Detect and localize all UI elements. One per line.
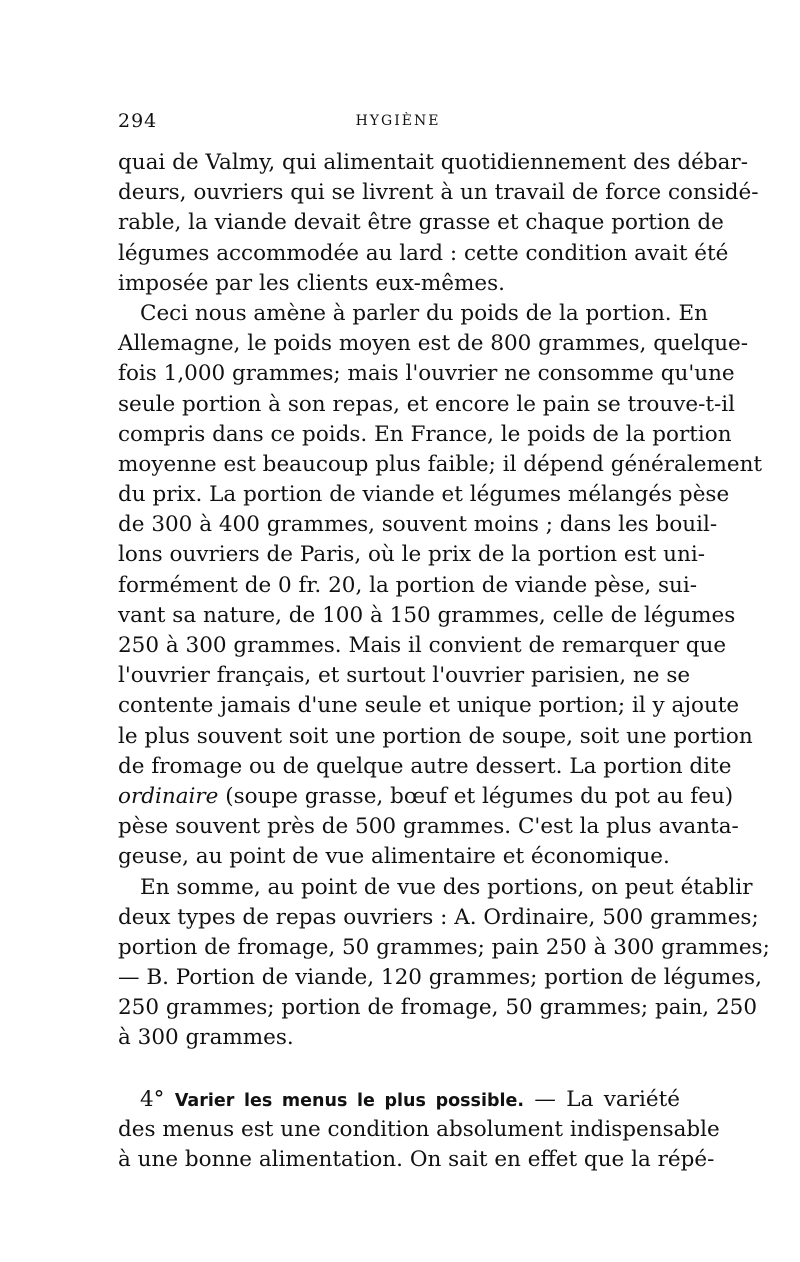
text-line: à une bonne alimentation. On sait en effet que la répé- <box>118 1147 715 1172</box>
text-line: des menus est une condition absolument indispensable <box>118 1116 720 1142</box>
text-line: le plus souvent soit une portion de soupe, soit une portion <box>118 723 753 749</box>
text-line: l'ouvrier français, et surtout l'ouvrier parisien, ne se <box>118 663 691 689</box>
section-number: 4° <box>140 1086 165 1112</box>
text-line: formément de 0 fr. 20, la portion de viande pèse, sui- <box>118 572 698 598</box>
text-line: de fromage ou de quelque autre dessert. La portion dite <box>118 753 732 779</box>
text-line: contente jamais d'une seule et unique portion; il y ajoute <box>118 693 740 719</box>
text-line: En somme, au point de vue des portions, on peut établir <box>140 874 753 900</box>
text-line: deurs, ouvriers qui se livrent à un travail de force considé- <box>118 180 759 206</box>
text-line: pèse souvent près de 500 grammes. C'est la plus avanta- <box>118 814 739 840</box>
section-spacer <box>118 1054 680 1085</box>
text-run: (soupe grasse, bœuf et légumes du pot au feu) <box>218 783 734 809</box>
text-line: lons ouvriers de Paris, où le prix de la portion est uni- <box>118 542 705 568</box>
text-run: — La variété <box>524 1086 680 1112</box>
text-line-mixed <box>118 782 734 812</box>
text-line: du prix. La portion de viande et légumes mélangés pèse <box>118 482 730 508</box>
text-line: imposée par les clients eux-mêmes. <box>118 270 505 296</box>
text-line: 250 grammes; portion de fromage, 50 grammes; pain, 250 <box>118 995 757 1021</box>
text-line: seule portion à son repas, et encore le pain se trouve-t-il <box>118 391 736 417</box>
text-line: portion de fromage, 50 grammes; pain 250 à 300 grammes; <box>118 934 770 960</box>
section-heading-line <box>118 1085 680 1115</box>
text-line: quai de Valmy, qui alimentait quotidiennement des débar- <box>118 150 748 175</box>
page-number: 294 <box>118 110 158 132</box>
text-line: légumes accommodée au lard : cette condition avait été <box>118 240 729 266</box>
text-line: de 300 à 400 grammes, souvent moins ; dans les bouil- <box>118 512 718 538</box>
text-line: Ceci nous amène à parler du poids de la portion. En <box>140 300 708 326</box>
text-line: Allemagne, le poids moyen est de 800 grammes, quelque- <box>118 331 749 357</box>
text-line: fois 1,000 grammes; mais l'ouvrier ne consomme qu'une <box>118 361 735 387</box>
text-line: compris dans ce poids. En France, le poids de la portion <box>118 421 732 447</box>
body-text <box>118 148 770 1175</box>
text-line: à 300 grammes. <box>118 1025 294 1051</box>
text-line: moyenne est beaucoup plus faible; il dépend généralement <box>118 451 763 477</box>
section-heading: Varier les menus le plus possible. <box>174 1090 525 1111</box>
text-line: — B. Portion de viande, 120 grammes; portion de légumes, <box>118 965 762 991</box>
text-line: geuse, au point de vue alimentaire et économique. <box>118 844 670 870</box>
text-line: 250 à 300 grammes. Mais il convient de remarquer que <box>118 633 727 658</box>
text-line: rable, la viande devait être grasse et chaque portion de <box>118 210 724 236</box>
italic-term: ordinaire <box>118 783 219 809</box>
page-header <box>118 110 678 138</box>
text-line: deux types de repas ouvriers : A. Ordinaire, 500 grammes; <box>118 904 759 930</box>
text-line: vant sa nature, de 100 à 150 grammes, celle de légumes <box>118 602 736 628</box>
running-title: HYGIÈNE <box>355 113 441 129</box>
